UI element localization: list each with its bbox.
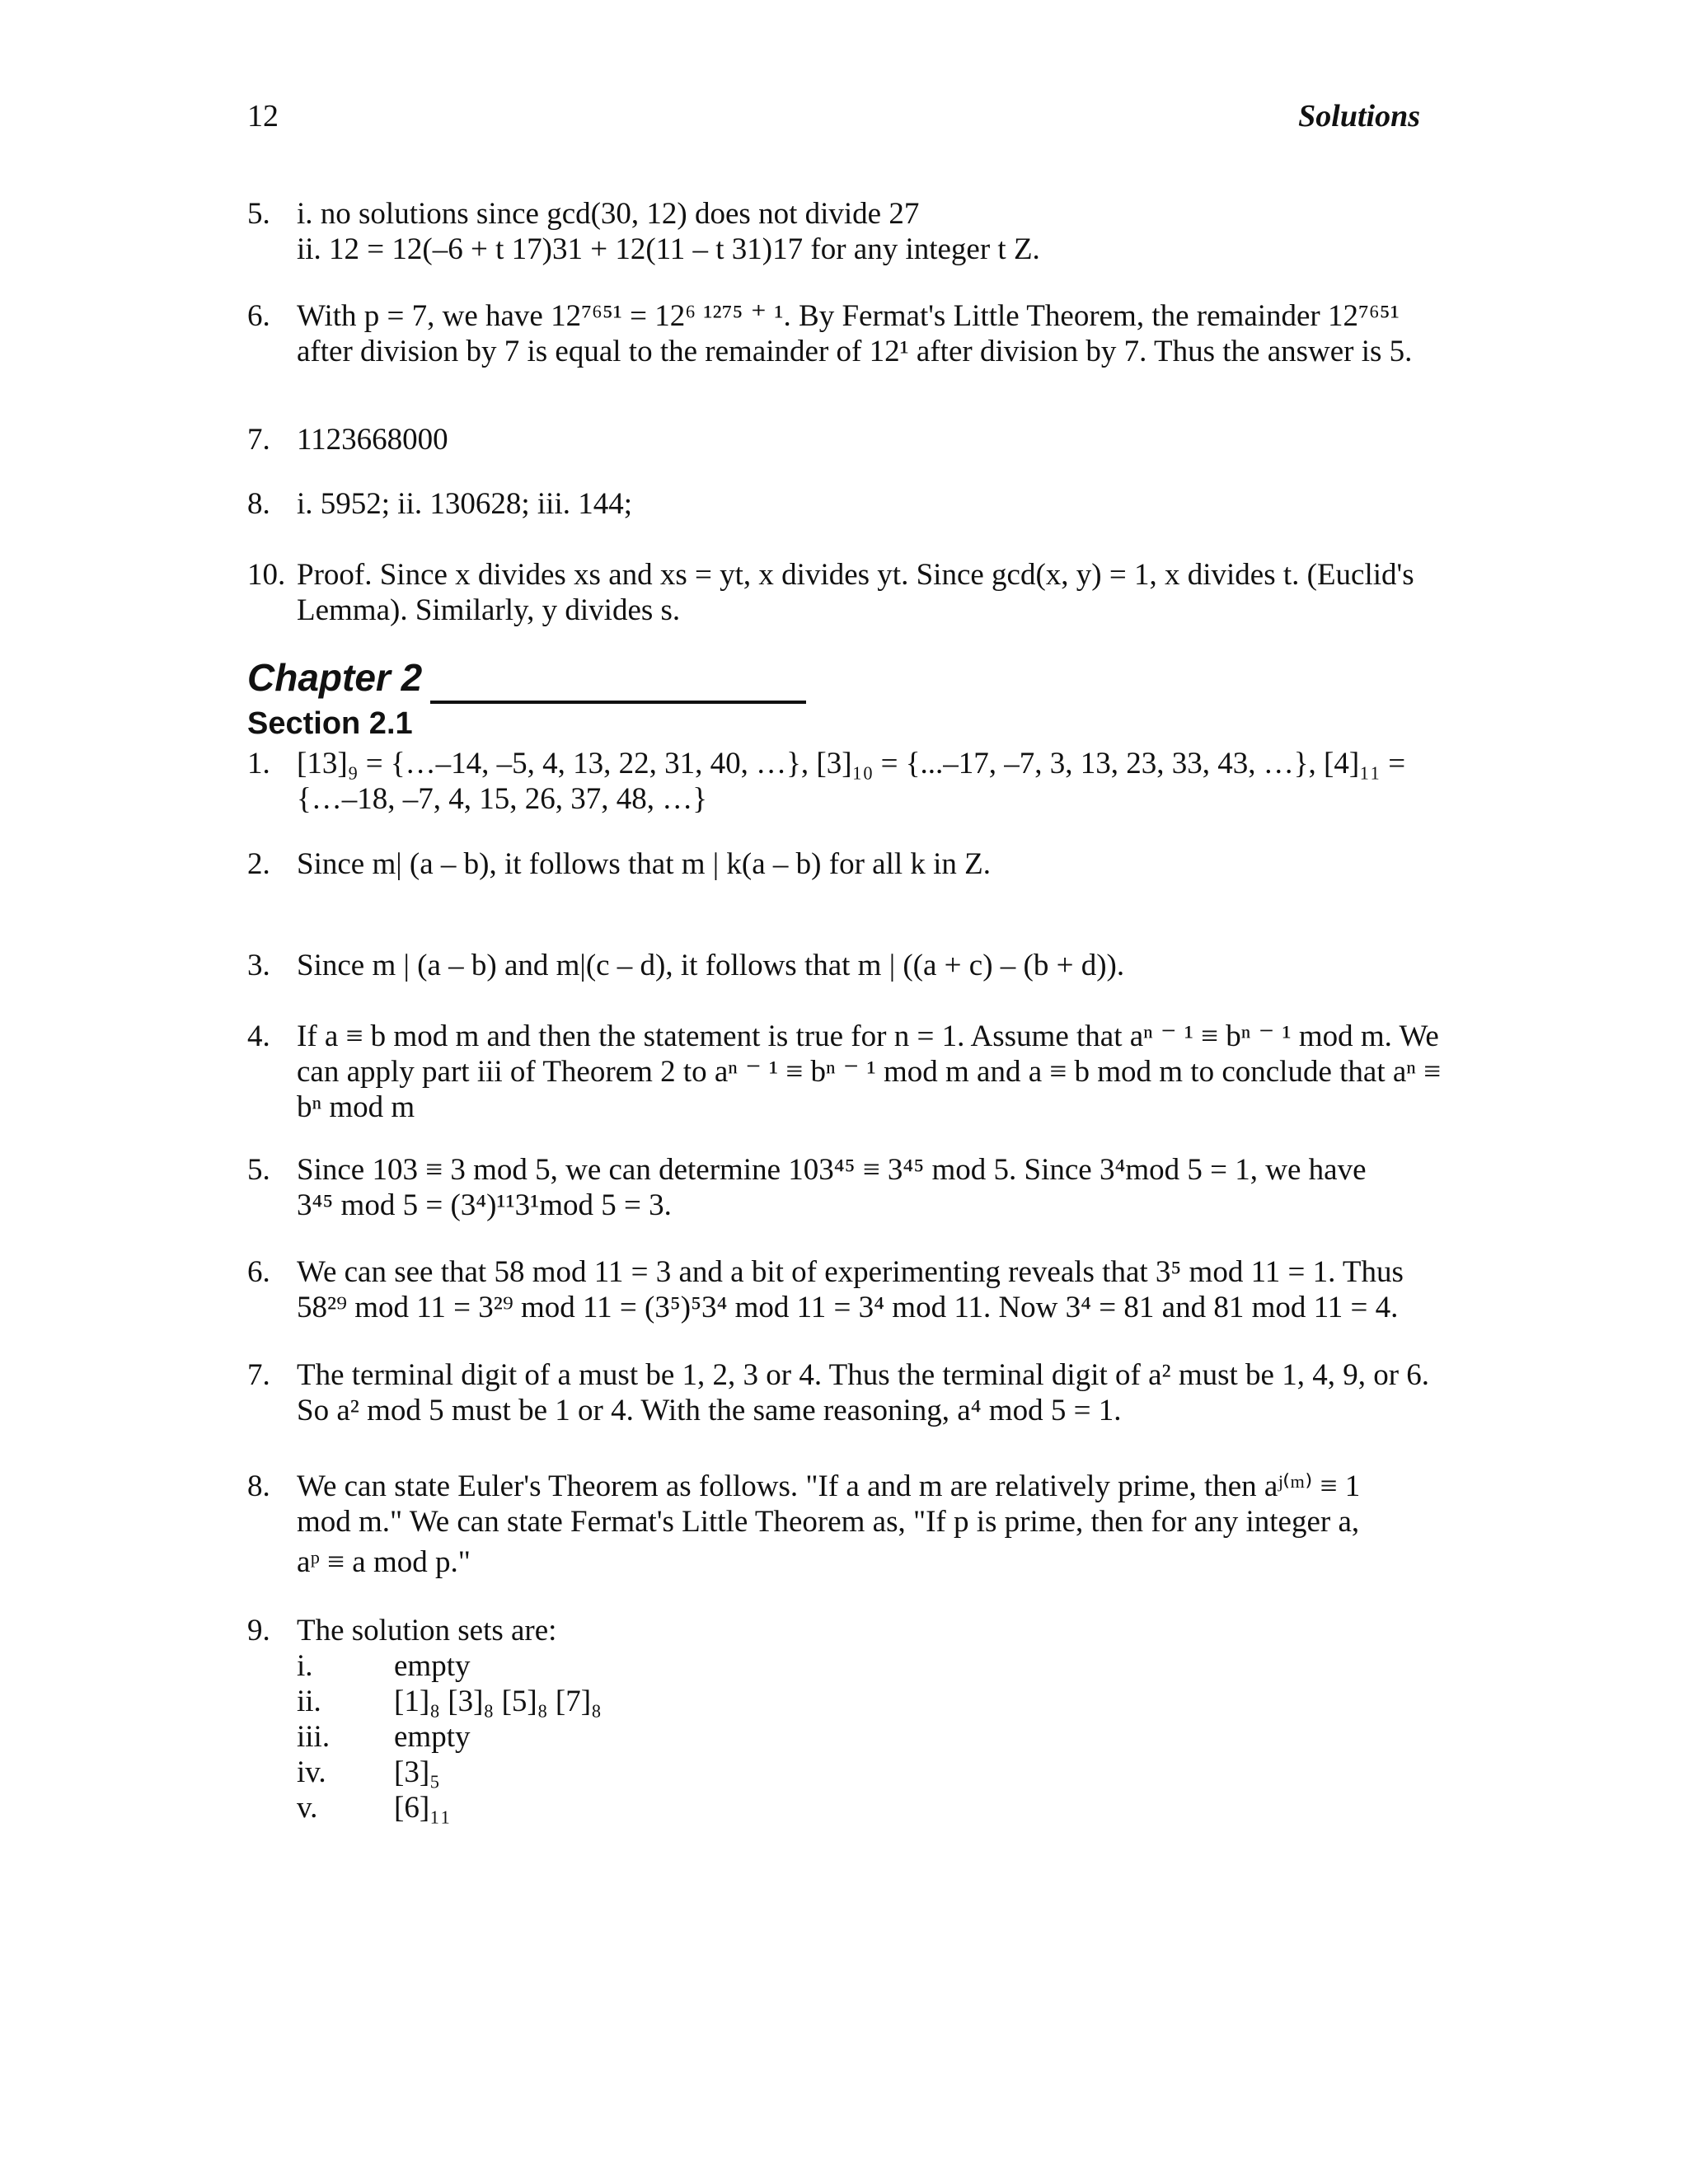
solution-item (247, 1019, 1442, 1125)
solution-item (247, 1152, 1434, 1223)
solution-set-value: empty (394, 1649, 471, 1683)
solution-item (247, 1469, 1434, 1580)
solution-set-label: iii. (297, 1720, 331, 1754)
item-line: i. no solutions since gcd(30, 12) does not divide 27 (297, 197, 920, 231)
item-line: Since 103 ≡ 3 mod 5, we can determine 103⁴⁵ ≡ 3⁴⁵ mod 5. Since 3⁴mod 5 = 1, we have (297, 1153, 1367, 1187)
item-line: aᵖ ≡ a mod p." (297, 1545, 471, 1579)
item-line: We can state Euler's Theorem as follows. "If a and m are relatively prime, then aʲ⁽ᵐ⁾ ≡ 1 (297, 1469, 1361, 1503)
item-number: 6. (247, 299, 270, 333)
solution-set-label: i. (297, 1649, 313, 1683)
item-line: bⁿ mod m (297, 1090, 415, 1124)
item-line: [13]₉ = {…–14, –5, 4, 13, 22, 31, 40, …}, [3]₁₀ = {...–17, –7, 3, 13, 23, 33, 43, …}, [4]₁₁ = (297, 747, 1406, 780)
item-line: Proof. Since x divides xs and xs = yt, x divides yt. Since gcd(x, y) = 1, x divides t. (Euclid's (297, 558, 1414, 592)
solution-set-value: [3]₅ (394, 1755, 441, 1789)
item-line: after division by 7 is equal to the remainder of 12¹ after division by 7. Thus the answer is 5. (297, 335, 1413, 368)
chapter-heading: Chapter 2 (247, 656, 423, 699)
item-line: Since m | (a – b) and m|(c – d), it follows that m | ((a + c) – (b + d)). (297, 949, 1125, 982)
item-number: 8. (247, 487, 270, 521)
item-number: 5. (247, 1153, 270, 1187)
solution-item (247, 422, 1434, 457)
solution-item (247, 1254, 1434, 1325)
solution-item (247, 557, 1434, 628)
item-line: We can see that 58 mod 11 = 3 and a bit of experimenting reveals that 3⁵ mod 11 = 1. Thus (297, 1255, 1404, 1289)
item-line: So a² mod 5 must be 1 or 4. With the same reasoning, a⁴ mod 5 = 1. (297, 1394, 1122, 1427)
item-number: 8. (247, 1469, 270, 1503)
item-number: 7. (247, 423, 270, 457)
item-line: can apply part iii of Theorem 2 to aⁿ ⁻ ¹ ≡ bⁿ ⁻ ¹ mod m and a ≡ b mod m to conclude that aⁿ ≡ (297, 1055, 1442, 1089)
solution-item (247, 486, 1434, 522)
item-line: Since m| (a – b), it follows that m | k(a – b) for all k in Z. (297, 847, 992, 881)
item-line: mod m." We can state Fermat's Little Theorem as, "If p is prime, then for any integer a, (297, 1505, 1360, 1539)
item-line: i. 5952; ii. 130628; iii. 144; (297, 487, 633, 521)
solution-item (247, 846, 1434, 882)
item-number: 2. (247, 847, 270, 881)
item-line: The solution sets are: (297, 1614, 557, 1647)
item-line: ii. 12 = 12(–6 + t 17)31 + 12(11 – t 31)17 for any integer t Z. (297, 232, 1040, 266)
page-number: 12 (247, 99, 279, 134)
item-number: 1. (247, 747, 270, 780)
solution-item (247, 1357, 1434, 1428)
item-number: 7. (247, 1358, 270, 1392)
solution-item (247, 1613, 1434, 1648)
item-line: With p = 7, we have 12⁷⁶⁵¹ = 12⁶ ¹²⁷⁵ ⁺ ¹. By Fermat's Little Theorem, the remainder 12⁷⁶⁵¹ (297, 299, 1400, 333)
solution-item (247, 298, 1434, 369)
item-line: The terminal digit of a must be 1, 2, 3 or 4. Thus the terminal digit of a² must be 1, 4, 9, or 6. (297, 1358, 1430, 1392)
item-line: {…–18, –7, 4, 15, 26, 37, 48, …} (297, 782, 708, 816)
item-number: 3. (247, 949, 270, 982)
solution-item (247, 196, 1434, 267)
solution-set-label: v. (297, 1791, 318, 1825)
item-number: 9. (247, 1614, 270, 1647)
section-heading: Section 2.1 (247, 706, 413, 741)
solution-item (247, 746, 1434, 817)
solution-set-label: ii. (297, 1685, 321, 1718)
item-number: 6. (247, 1255, 270, 1289)
item-line: If a ≡ b mod m and then the statement is true for n = 1. Assume that aⁿ ⁻ ¹ ≡ bⁿ ⁻ ¹ mod m. We (297, 1019, 1439, 1053)
solution-set-value: [6]₁₁ (394, 1791, 451, 1825)
solution-set-label: iv. (297, 1755, 326, 1789)
item-line: 3⁴⁵ mod 5 = (3⁴)¹¹3¹mod 5 = 3. (297, 1188, 672, 1222)
solution-item (247, 948, 1434, 983)
item-line: 58²⁹ mod 11 = 3²⁹ mod 11 = (3⁵)⁵3⁴ mod 11 = 3⁴ mod 11. Now 3⁴ = 81 and 81 mod 11 = 4. (297, 1291, 1399, 1324)
item-number: 10. (247, 558, 286, 592)
item-number: 5. (247, 197, 270, 231)
item-number: 4. (247, 1019, 270, 1053)
solution-set-value: empty (394, 1720, 471, 1754)
solution-set-value: [1]₈ [3]₈ [5]₈ [7]₈ (394, 1685, 602, 1718)
item-line: Lemma). Similarly, y divides s. (297, 593, 681, 627)
chapter-underline (430, 701, 806, 704)
item-line: 1123668000 (297, 423, 448, 457)
running-header-title: Solutions (1298, 99, 1420, 134)
